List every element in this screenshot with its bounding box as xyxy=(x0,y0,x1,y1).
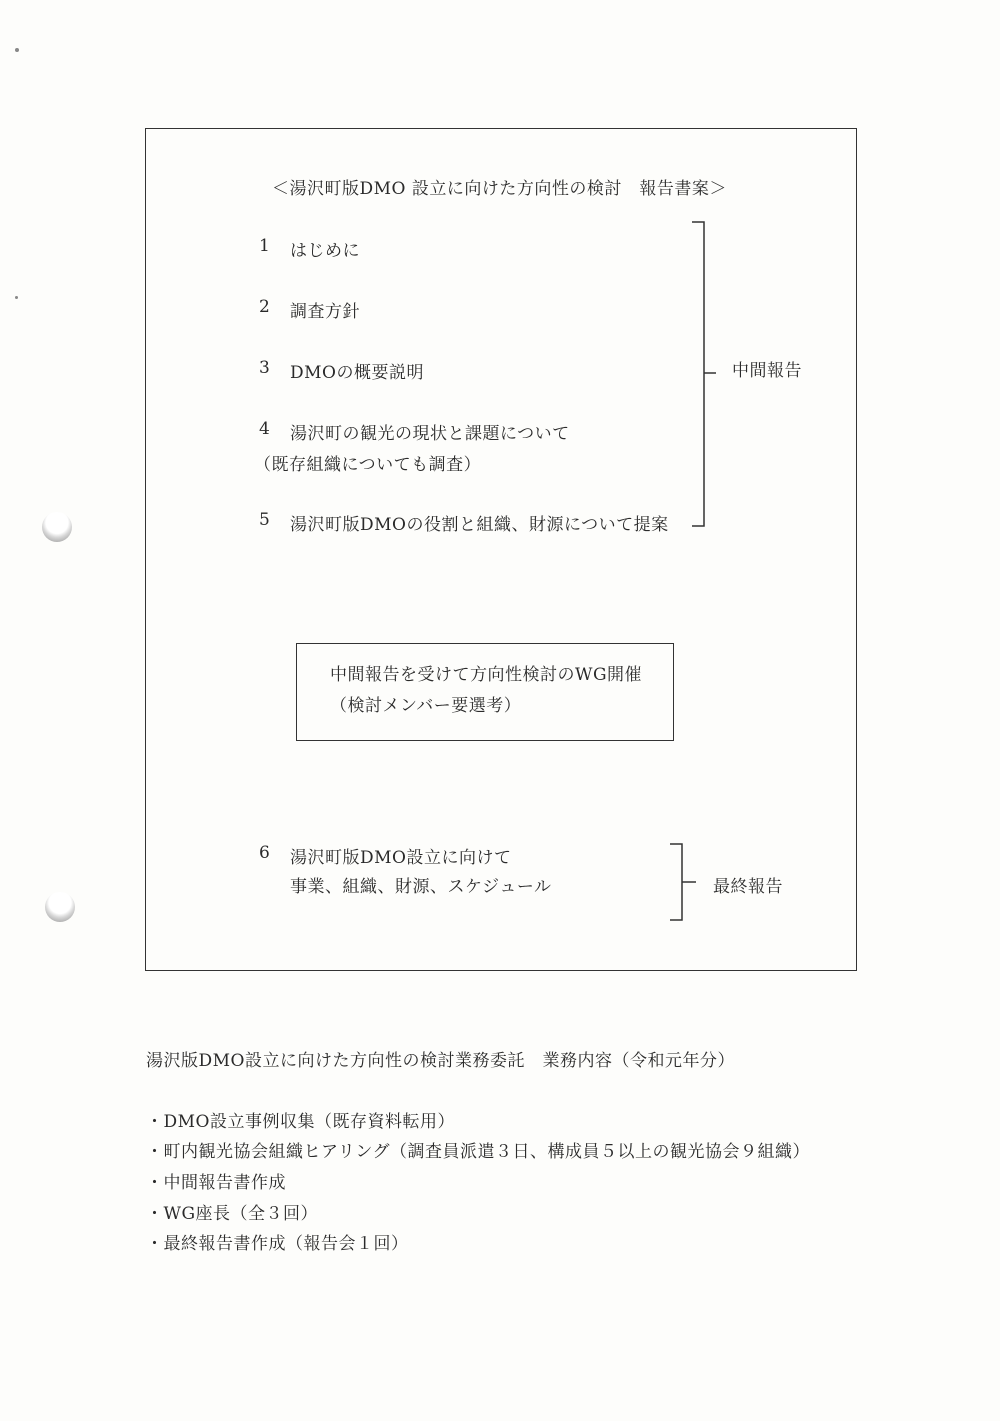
item-4-number: 4 xyxy=(259,419,271,439)
contract-bullet-5: ・最終報告書作成（報告会１回） xyxy=(146,1234,409,1254)
scan-speck xyxy=(15,296,18,299)
report-title: ＜湯沢町版DMO 設立に向けた方向性の検討 報告書案＞ xyxy=(272,179,727,199)
final-bracket xyxy=(668,842,708,924)
contract-bullet-2: ・町内観光協会組織ヒアリング（調査員派遣３日、構成員５以上の観光協会９組織） xyxy=(146,1142,810,1162)
wg-box-line2: （検討メンバー要選考） xyxy=(330,696,522,716)
item-4-text: 湯沢町の観光の現状と課題について xyxy=(290,424,570,444)
final-report-label: 最終報告 xyxy=(713,877,783,897)
interim-bracket xyxy=(690,220,730,530)
item-5-number: 5 xyxy=(259,510,271,530)
contract-bullet-4: ・WG座長（全３回） xyxy=(146,1204,319,1224)
item-3-text: DMOの概要説明 xyxy=(290,363,424,383)
scan-speck xyxy=(15,48,19,52)
item-6-line2: 事業、組織、財源、スケジュール xyxy=(290,877,552,897)
contract-bullet-3: ・中間報告書作成 xyxy=(146,1173,286,1193)
contract-bullet-1: ・DMO設立事例収集（既存資料転用） xyxy=(146,1112,455,1132)
item-1-number: 1 xyxy=(259,236,271,256)
item-3-number: 3 xyxy=(259,358,271,378)
contract-heading: 湯沢版DMO設立に向けた方向性の検討業務委託 業務内容（令和元年分） xyxy=(146,1051,735,1071)
punch-hole-top xyxy=(42,512,72,542)
item-6-number: 6 xyxy=(259,843,271,863)
item-4-subtext: （既存組織についても調査） xyxy=(254,455,482,475)
item-1-text: はじめに xyxy=(290,241,360,261)
punch-hole-bottom xyxy=(45,892,75,922)
item-2-text: 調査方針 xyxy=(290,302,360,322)
item-6-line1: 湯沢町版DMO設立に向けて xyxy=(290,848,512,868)
interim-report-label: 中間報告 xyxy=(732,361,802,381)
item-2-number: 2 xyxy=(259,297,271,317)
wg-box-line1: 中間報告を受けて方向性検討のWG開催 xyxy=(330,665,643,685)
item-5-text: 湯沢町版DMOの役割と組織、財源について提案 xyxy=(290,515,669,535)
